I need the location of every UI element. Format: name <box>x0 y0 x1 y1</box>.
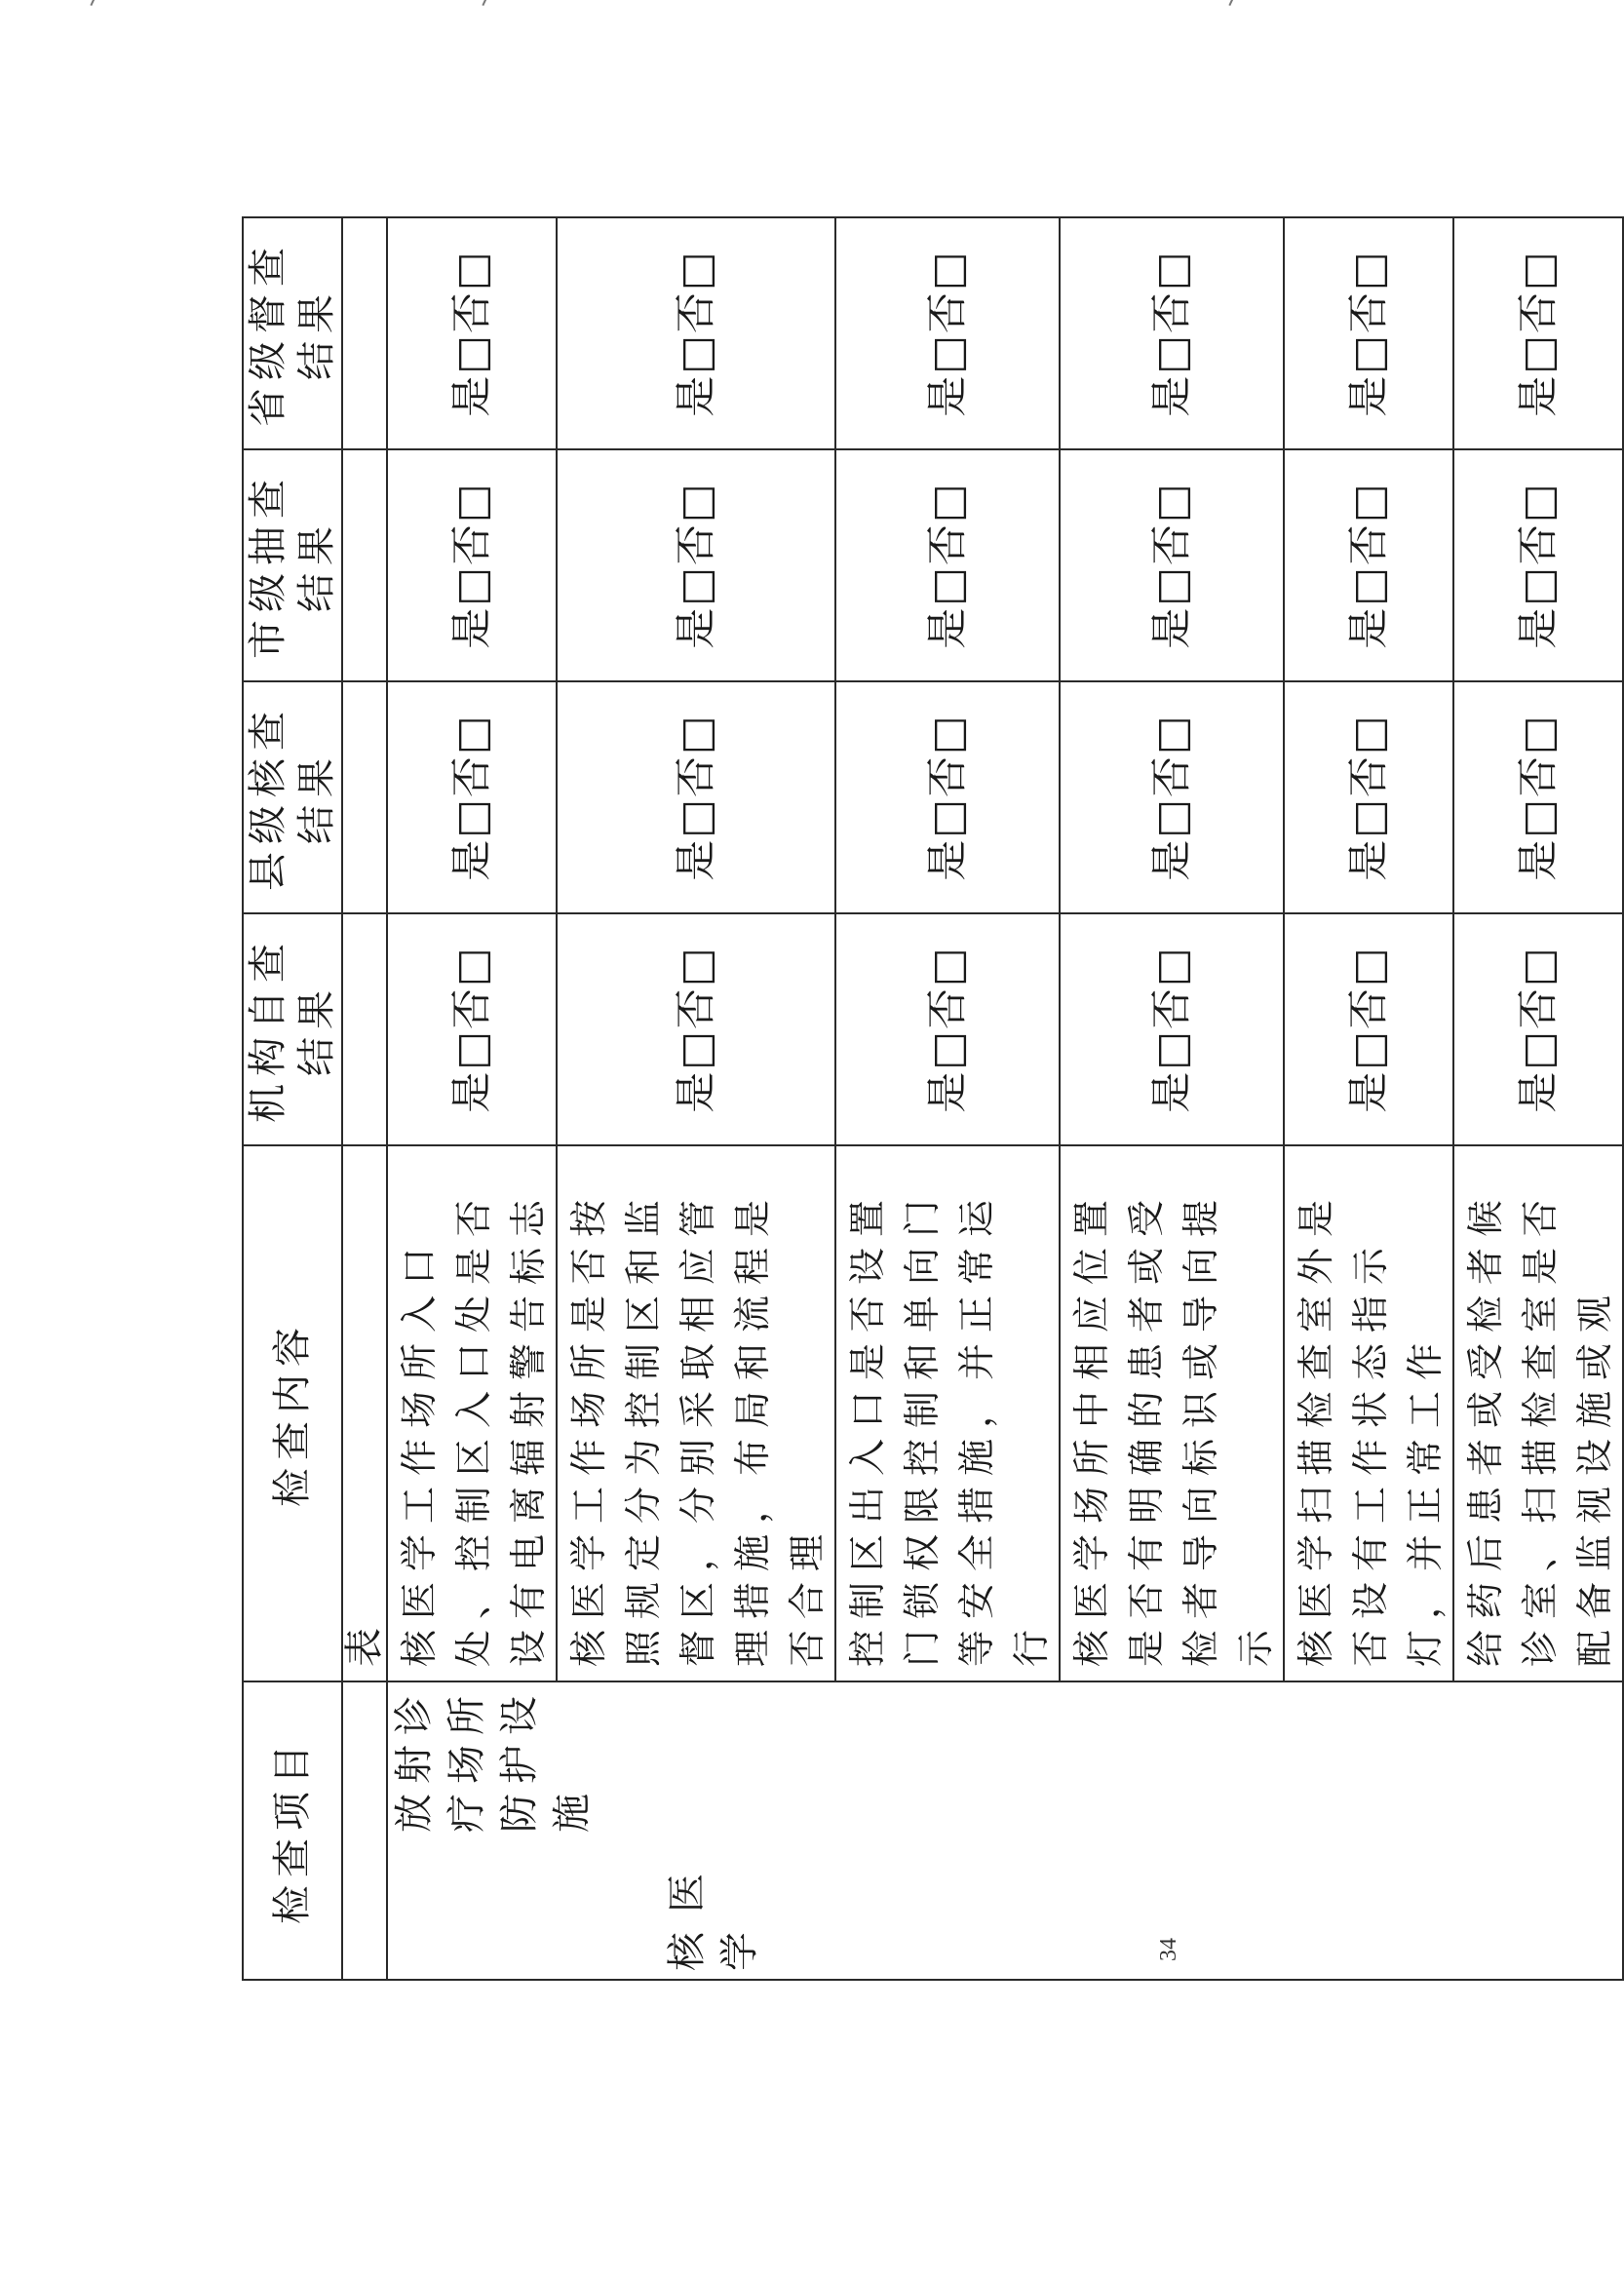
row-content: 核医学场所中相应位置是否有明确的患者或受检者导向标识或导向提示 <box>1060 1145 1284 1681</box>
scan-mark <box>88 0 97 6</box>
page-number: 34 <box>1156 1938 1181 1961</box>
self-check-result[interactable]: 是□否□ <box>835 913 1060 1145</box>
province-check-result[interactable]: 是□否□ <box>1060 217 1284 449</box>
stub-cell <box>342 449 387 681</box>
self-check-result[interactable]: 是□否□ <box>1060 913 1284 1145</box>
self-check-result[interactable]: 是□否□ <box>557 913 835 1145</box>
self-check-result[interactable]: 是□否□ <box>1453 913 1623 1145</box>
scan-mark <box>1226 0 1236 6</box>
header-content: 检查内容 <box>243 1145 342 1681</box>
stub-row <box>342 217 387 1980</box>
city-check-result[interactable]: 是□否□ <box>387 449 557 681</box>
category-cell <box>387 1681 1623 1980</box>
inspection-table <box>242 216 1624 1981</box>
stub-cell <box>342 681 387 913</box>
category-main-label: 核医学 <box>665 1854 762 1971</box>
self-check-result[interactable]: 是□否□ <box>387 913 557 1145</box>
header-row <box>243 217 342 1980</box>
header-county-check: 县级核查结果 <box>243 681 342 913</box>
row-content: 核医学扫描检查室外是否设有工作状态指示灯，并正常工作 <box>1284 1145 1453 1681</box>
county-check-result[interactable]: 是□否□ <box>557 681 835 913</box>
province-check-result[interactable]: 是□否□ <box>1284 217 1453 449</box>
header-self-check: 机构自查结果 <box>243 913 342 1145</box>
row-content: 核医学工作场所入口处、控制区入口处是否设有电离辐射警告标志 <box>387 1145 557 1681</box>
scan-mark <box>480 0 489 6</box>
city-check-result[interactable]: 是□否□ <box>1284 449 1453 681</box>
header-category: 检查项目 <box>243 1681 342 1980</box>
city-check-result[interactable]: 是□否□ <box>1060 449 1284 681</box>
county-check-result[interactable]: 是□否□ <box>1284 681 1453 913</box>
city-check-result[interactable]: 是□否□ <box>1453 449 1623 681</box>
header-province-check: 省级督查结果 <box>243 217 342 449</box>
province-check-result[interactable]: 是□否□ <box>387 217 557 449</box>
header-city-check: 市级抽查结果 <box>243 449 342 681</box>
county-check-result[interactable]: 是□否□ <box>387 681 557 913</box>
inspection-table-rotated <box>242 218 1616 1981</box>
self-check-result[interactable]: 是□否□ <box>1284 913 1453 1145</box>
row-content: 核医学工作场所是否按照规定分为控制区和监督区，分别采取相应管理措施，布局和流程是否合理 <box>557 1145 835 1681</box>
table-row <box>387 217 557 1980</box>
county-check-result[interactable]: 是□否□ <box>835 681 1060 913</box>
category-sub-label: 放射诊疗场所防护设施 <box>392 1686 595 1833</box>
province-check-result[interactable]: 是□否□ <box>835 217 1060 449</box>
stub-content: 表 <box>342 1145 387 1681</box>
city-check-result[interactable]: 是□否□ <box>835 449 1060 681</box>
stub-cell <box>342 913 387 1145</box>
province-check-result[interactable]: 是□否□ <box>1453 217 1623 449</box>
row-content: 给药后患者或受检者候诊室、扫描检查室是否配备监视设施或观 <box>1453 1145 1623 1681</box>
city-check-result[interactable]: 是□否□ <box>557 449 835 681</box>
province-check-result[interactable]: 是□否□ <box>557 217 835 449</box>
stub-cell <box>342 217 387 449</box>
row-content: 控制区出入口是否设置门锁权限控制和单向门等安全措施，并正常运行 <box>835 1145 1060 1681</box>
county-check-result[interactable]: 是□否□ <box>1453 681 1623 913</box>
county-check-result[interactable]: 是□否□ <box>1060 681 1284 913</box>
stub-category <box>342 1681 387 1980</box>
